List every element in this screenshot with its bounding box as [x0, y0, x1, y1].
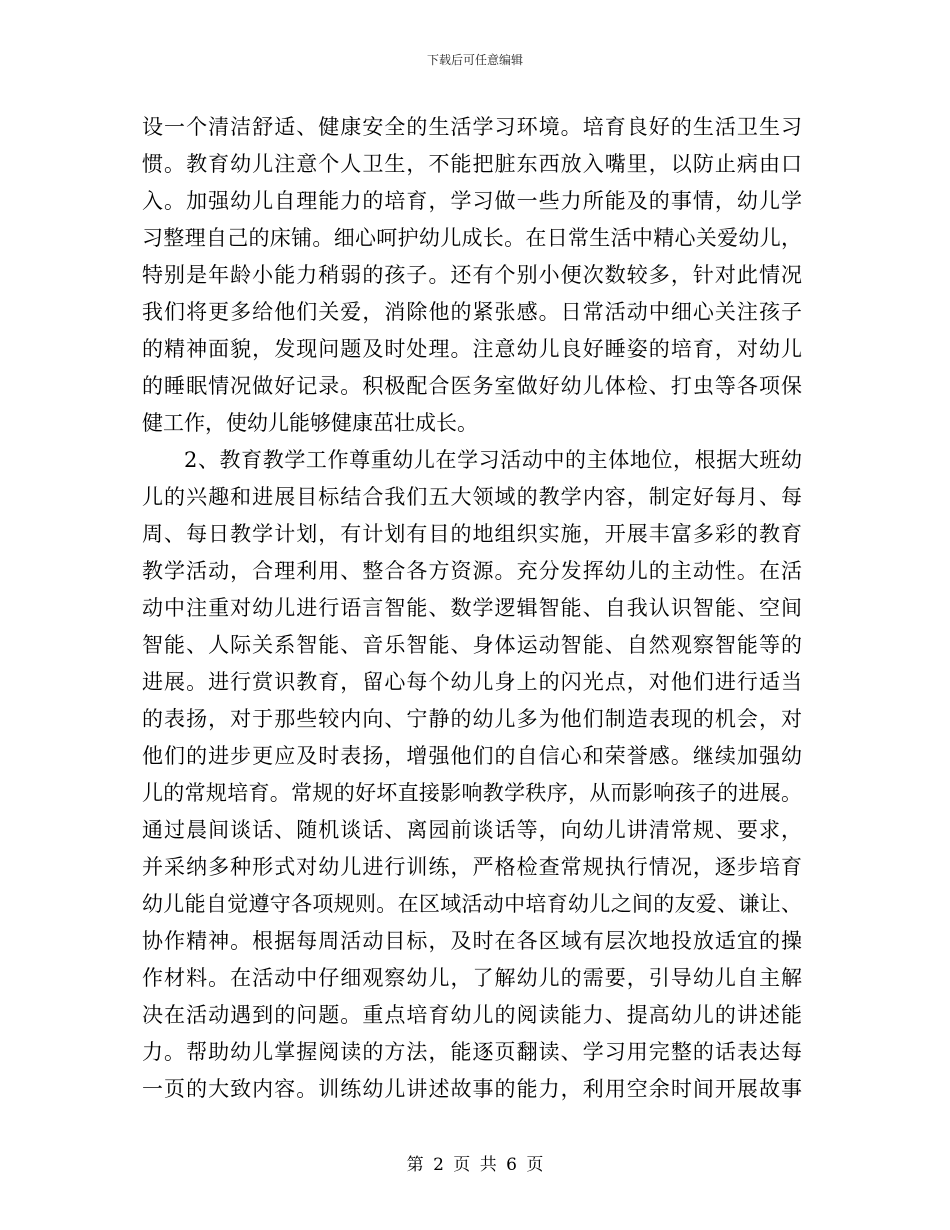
text-line: 入。加强幼儿自理能力的培育，学习做一些力所能及的事情，幼儿学: [142, 189, 802, 213]
text-line: 2、教育教学工作尊重幼儿在学习活动中的主体地位，根据大班幼: [184, 448, 802, 472]
text-line: 进展。进行赏识教育，留心每个幼儿身上的闪光点，对他们进行适当: [142, 670, 802, 694]
text-line: 的睡眠情况做好记录。积极配合医务室做好幼儿体检、打虫等各项保: [142, 374, 802, 398]
text-line: 并采纳多种形式对幼儿进行训练，严格检查常规执行情况，逐步培育: [142, 855, 802, 879]
text-line: 通过晨间谈话、随机谈话、离园前谈话等，向幼儿讲清常规、要求，: [142, 818, 802, 842]
page-number-footer: 第 2 页 共 6 页: [406, 1155, 544, 1175]
text-line: 设一个清洁舒适、健康安全的生活学习环境。培育良好的生活卫生习: [142, 115, 802, 139]
text-line: 一页的大致内容。训练幼儿讲述故事的能力，利用空余时间开展故事: [142, 1077, 802, 1101]
text-line: 幼儿能自觉遵守各项规则。在区域活动中培育幼儿之间的友爱、谦让、: [142, 892, 802, 916]
text-line: 智能、人际关系智能、音乐智能、身体运动智能、自然观察智能等的: [142, 633, 802, 657]
text-line: 我们将更多给他们关爱，消除他的紧张感。日常活动中细心关注孩子: [142, 300, 802, 324]
text-line: 他们的进步更应及时表扬，增强他们的自信心和荣誉感。继续加强幼: [142, 744, 802, 768]
text-line: 作材料。在活动中仔细观察幼儿，了解幼儿的需要，引导幼儿自主解: [142, 966, 802, 990]
text-line: 协作精神。根据每周活动目标，及时在各区域有层次地投放适宜的操: [142, 929, 802, 953]
text-line: 教学活动，合理利用、整合各方资源。充分发挥幼儿的主动性。在活: [142, 559, 802, 583]
text-line: 习整理自己的床铺。细心呵护幼儿成长。在日常生活中精心关爱幼儿，: [142, 226, 802, 250]
text-line: 惯。教育幼儿注意个人卫生，不能把脏东西放入嘴里，以防止病由口: [142, 152, 802, 176]
text-line: 动中注重对幼儿进行语言智能、数学逻辑智能、自我认识智能、空间: [142, 596, 802, 620]
text-line: 健工作，使幼儿能够健康茁壮成长。: [142, 411, 478, 435]
text-line: 决在活动遇到的问题。重点培育幼儿的阅读能力、提高幼儿的讲述能: [142, 1003, 802, 1027]
text-line: 儿的兴趣和进展目标结合我们五大领域的教学内容，制定好每月、每: [142, 485, 802, 509]
text-line: 特别是年龄小能力稍弱的孩子。还有个别小便次数较多，针对此情况: [142, 263, 802, 287]
text-line: 的表扬，对于那些较内向、宁静的幼儿多为他们制造表现的机会，对: [142, 707, 802, 731]
text-line: 周、每日教学计划，有计划有目的地组织实施，开展丰富多彩的教育: [142, 522, 802, 546]
page-header: 下载后可任意编辑: [426, 53, 523, 67]
text-line: 儿的常规培育。常规的好坏直接影响教学秩序，从而影响孩子的进展。: [142, 781, 802, 805]
text-line: 力。帮助幼儿掌握阅读的方法，能逐页翻读、学习用完整的话表达每: [142, 1040, 802, 1064]
text-line: 的精神面貌，发现问题及时处理。注意幼儿良好睡姿的培育，对幼儿: [142, 337, 802, 361]
